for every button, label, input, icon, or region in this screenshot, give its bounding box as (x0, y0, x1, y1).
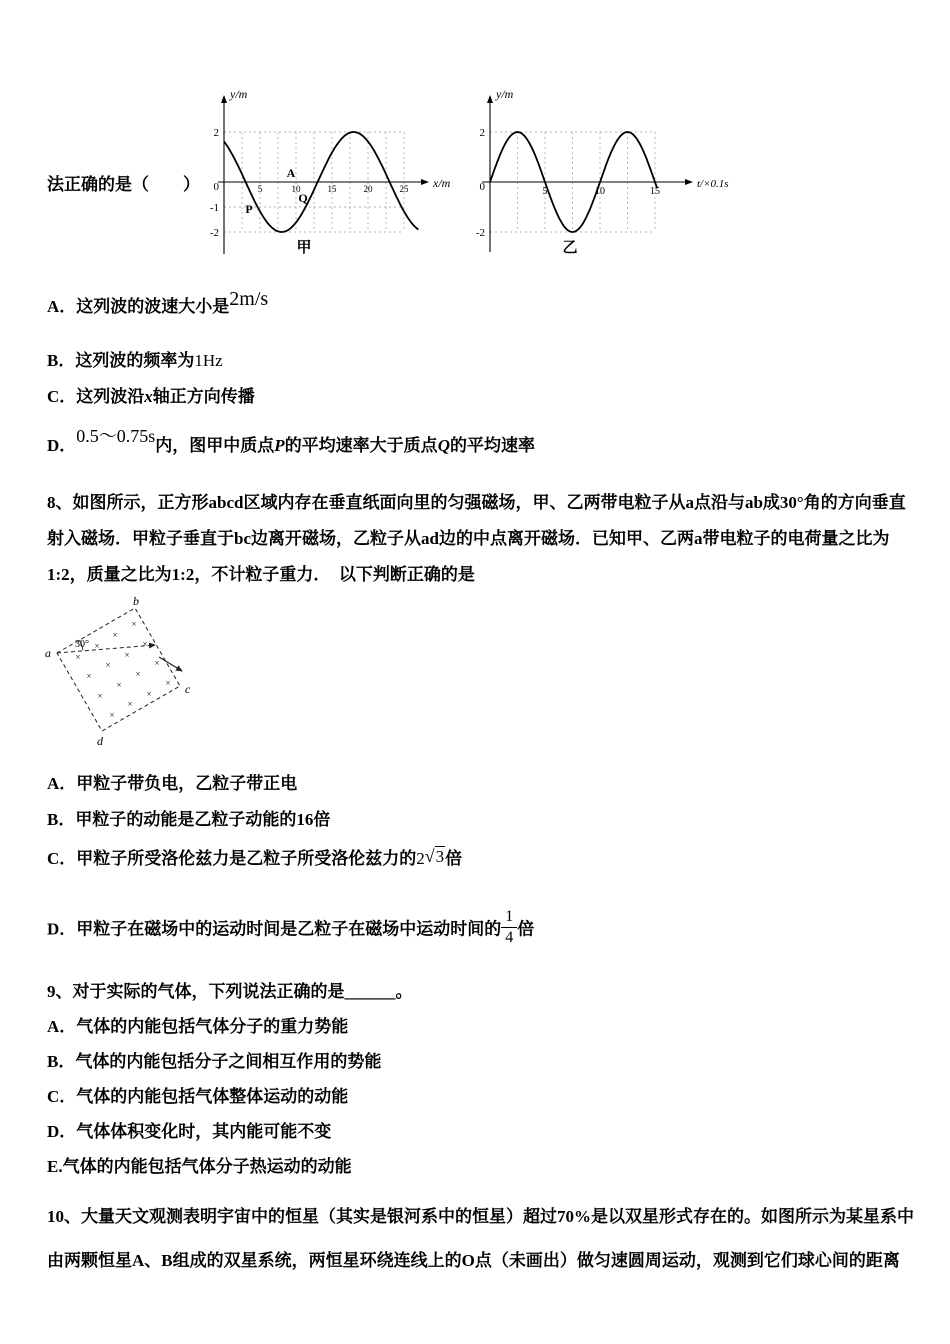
yi-xtick-5: 5 (542, 186, 548, 197)
yi-x-axis-label: t/×0.1s (697, 178, 729, 190)
corner-d-label: d (97, 734, 103, 748)
option-label: C． (47, 849, 77, 868)
yi-ytick-neg2: -2 (475, 227, 485, 239)
option-text: 甲粒子在磁场中的运动时间是乙粒子在磁场中运动时间的 (76, 919, 502, 939)
option-text: 甲粒子的动能是乙粒子动能的16倍 (75, 810, 331, 829)
option-text: 气体体积变化时，其内能可能不变 (76, 1122, 332, 1141)
yi-axes (479, 96, 692, 252)
option-text: 甲粒子带负电，乙粒子带正电 (76, 774, 298, 793)
jia-point-a: A (286, 166, 296, 180)
field-cross-icon: × (127, 699, 133, 709)
field-cross-icon: × (116, 680, 122, 690)
option-label: B． (47, 1052, 76, 1071)
math-frequency: 1Hz (194, 351, 223, 370)
var-p: P (274, 436, 285, 455)
field-cross-icon: × (94, 641, 100, 651)
var-q: Q (437, 436, 450, 455)
option-text: 的平均速率大于质点 (284, 436, 438, 455)
corner-a-label: a (45, 646, 51, 660)
radical-sign: √ (424, 846, 435, 866)
yi-y-axis-label: y/m (496, 87, 514, 101)
jia-point-p: P (245, 202, 253, 216)
angle-label: 30° (75, 639, 89, 650)
jia-x-axis-label: x/m (433, 176, 451, 190)
q9-stem: 9、对于实际的气体，下列说法正确的是______。 (47, 982, 413, 1001)
yi-caption: 乙 (562, 240, 578, 256)
option-label: E. (47, 1157, 63, 1176)
jia-ytick-0: 0 (213, 181, 219, 193)
jia-ytick-2: 2 (213, 127, 219, 139)
option-text: 轴正方向传播 (152, 387, 255, 406)
option-label: D． (47, 1122, 77, 1141)
option-text: 的平均速率 (449, 436, 535, 455)
q8-stem-line-2: 射入磁场．甲粒子垂直于bc边离开磁场，乙粒子从ad边的中点离开磁场．已知甲、乙两a带电粒子的电荷量之比为 (47, 529, 890, 548)
jia-y-axis-label: y/m (230, 87, 248, 101)
q8-option-d (47, 908, 910, 960)
radicand: 3 (435, 847, 445, 866)
option-text: 气体的内能包括气体整体运动的动能 (76, 1087, 349, 1106)
option-label: C． (47, 1087, 77, 1106)
corner-c-label: c (185, 682, 191, 696)
field-cross-icon: × (97, 691, 103, 701)
q9-option-b (47, 1050, 910, 1074)
math-time-interval: 0.5～0.75s (76, 426, 156, 446)
yi-xtick-10: 10 (595, 186, 605, 197)
jia-axes (218, 96, 428, 254)
field-cross-icon: × (146, 689, 152, 699)
option-text: 内，图甲中质点 (155, 436, 275, 455)
jia-xtick-20: 20 (363, 184, 373, 194)
content-column (0, 288, 950, 1283)
field-cross-icon: × (131, 619, 137, 629)
option-text: 这列波沿 (76, 387, 145, 406)
q10-stem (47, 1195, 914, 1283)
jia-ytick-neg1: -1 (209, 202, 219, 214)
q7-option-b (47, 349, 910, 373)
option-text: 气体的内能包括分子之间相互作用的势能 (75, 1052, 382, 1071)
figure-field-square (39, 595, 249, 755)
q10-stem-line-1: 10、大量天文观测表明宇宙中的恒星（其实是银河系中的恒星）超过70%是以双星形式存在的。如图所示为某星系中 (47, 1207, 914, 1226)
square-abcd-boundary (57, 608, 180, 731)
option-label: A． (47, 1017, 77, 1036)
field-cross-icon: × (112, 630, 118, 640)
q9-option-c (47, 1085, 910, 1109)
q9-option-e (47, 1155, 910, 1179)
option-text: 这列波的波速大小是 (76, 297, 230, 316)
q8-option-a (47, 772, 910, 796)
q8-figure-wrapper (39, 595, 910, 760)
fraction-one-quarter (501, 908, 517, 948)
sqrt-coefficient: 2 (416, 849, 425, 868)
corner-b-label: b (133, 595, 139, 608)
field-cross-icon: × (109, 710, 115, 720)
jia-xtick-5: 5 (257, 184, 263, 194)
yi-ytick-2: 2 (479, 127, 485, 139)
field-cross-icon: × (165, 678, 171, 688)
field-cross-icon: × (142, 639, 148, 649)
field-cross-icon: × (135, 669, 141, 679)
wave-figure-section (0, 0, 950, 278)
jia-ytick-neg2: -2 (209, 227, 219, 239)
field-cross-icon: × (86, 671, 92, 681)
q7-option-d (47, 426, 910, 463)
jia-point-q: Q (298, 191, 308, 205)
field-cross-icon: × (105, 660, 111, 670)
q9-option-a (47, 1015, 910, 1039)
q8-stem-line-1: 8、如图所示，正方形abcd区域内存在垂直纸面向里的匀强磁场，甲、乙两带电粒子从a点沿与ab成30°角的方向垂直 (47, 493, 906, 512)
option-label: D． (47, 436, 77, 455)
figure-wave-jia (192, 82, 472, 272)
option-text: 这列波的频率为 (75, 351, 195, 370)
option-text: 倍 (517, 919, 535, 939)
q7-stem-fragment: 法正确的是（ ） (47, 175, 200, 194)
option-label: B． (47, 351, 76, 370)
q8-option-b (47, 808, 910, 832)
option-text: 气体的内能包括气体分子的重力势能 (76, 1017, 349, 1036)
option-label: A． (47, 774, 77, 793)
yi-xtick-15: 15 (650, 186, 660, 197)
q7-option-c (47, 385, 910, 409)
option-text: 甲粒子所受洛伦兹力是乙粒子所受洛伦兹力的 (76, 849, 417, 868)
fraction-denominator: 4 (505, 929, 514, 947)
var-x: x (144, 387, 153, 406)
q7-option-a (47, 288, 910, 319)
option-label: D． (47, 919, 77, 939)
sqrt-expression (425, 847, 445, 866)
option-text: 气体的内能包括气体分子热运动的动能 (62, 1157, 352, 1176)
jia-xtick-25: 25 (399, 184, 409, 194)
q9-option-d (47, 1120, 910, 1144)
option-label: A． (47, 297, 77, 316)
exit-arrow (159, 657, 182, 671)
field-cross-icon: × (124, 650, 130, 660)
jia-xtick-15: 15 (327, 184, 337, 194)
q8-stem-line-3: 1:2，质量之比为1:2，不计粒子重力． 以下判断正确的是 (47, 565, 475, 584)
jia-xtick-10: 10 (291, 184, 301, 194)
q8-option-c (47, 846, 910, 874)
option-label: B． (47, 810, 76, 829)
option-text: 倍 (445, 849, 463, 868)
yi-ytick-0: 0 (479, 181, 485, 193)
jia-caption: 甲 (296, 240, 312, 256)
velocity-ray (57, 645, 155, 653)
fraction-numerator: 1 (501, 908, 517, 928)
field-cross-icon: × (154, 658, 160, 668)
math-wave-speed: 2m/s (229, 288, 269, 310)
q10-stem-line-2: 由两颗恒星A、B组成的双星系统，两恒星环绕连线上的O点（未画出）做匀速圆周运动，观测到它们球心间的距离 (47, 1251, 900, 1270)
figure-wave-yi (462, 82, 752, 272)
field-cross-icon: × (75, 652, 81, 662)
q8-stem (47, 485, 910, 593)
option-label: C． (47, 387, 77, 406)
